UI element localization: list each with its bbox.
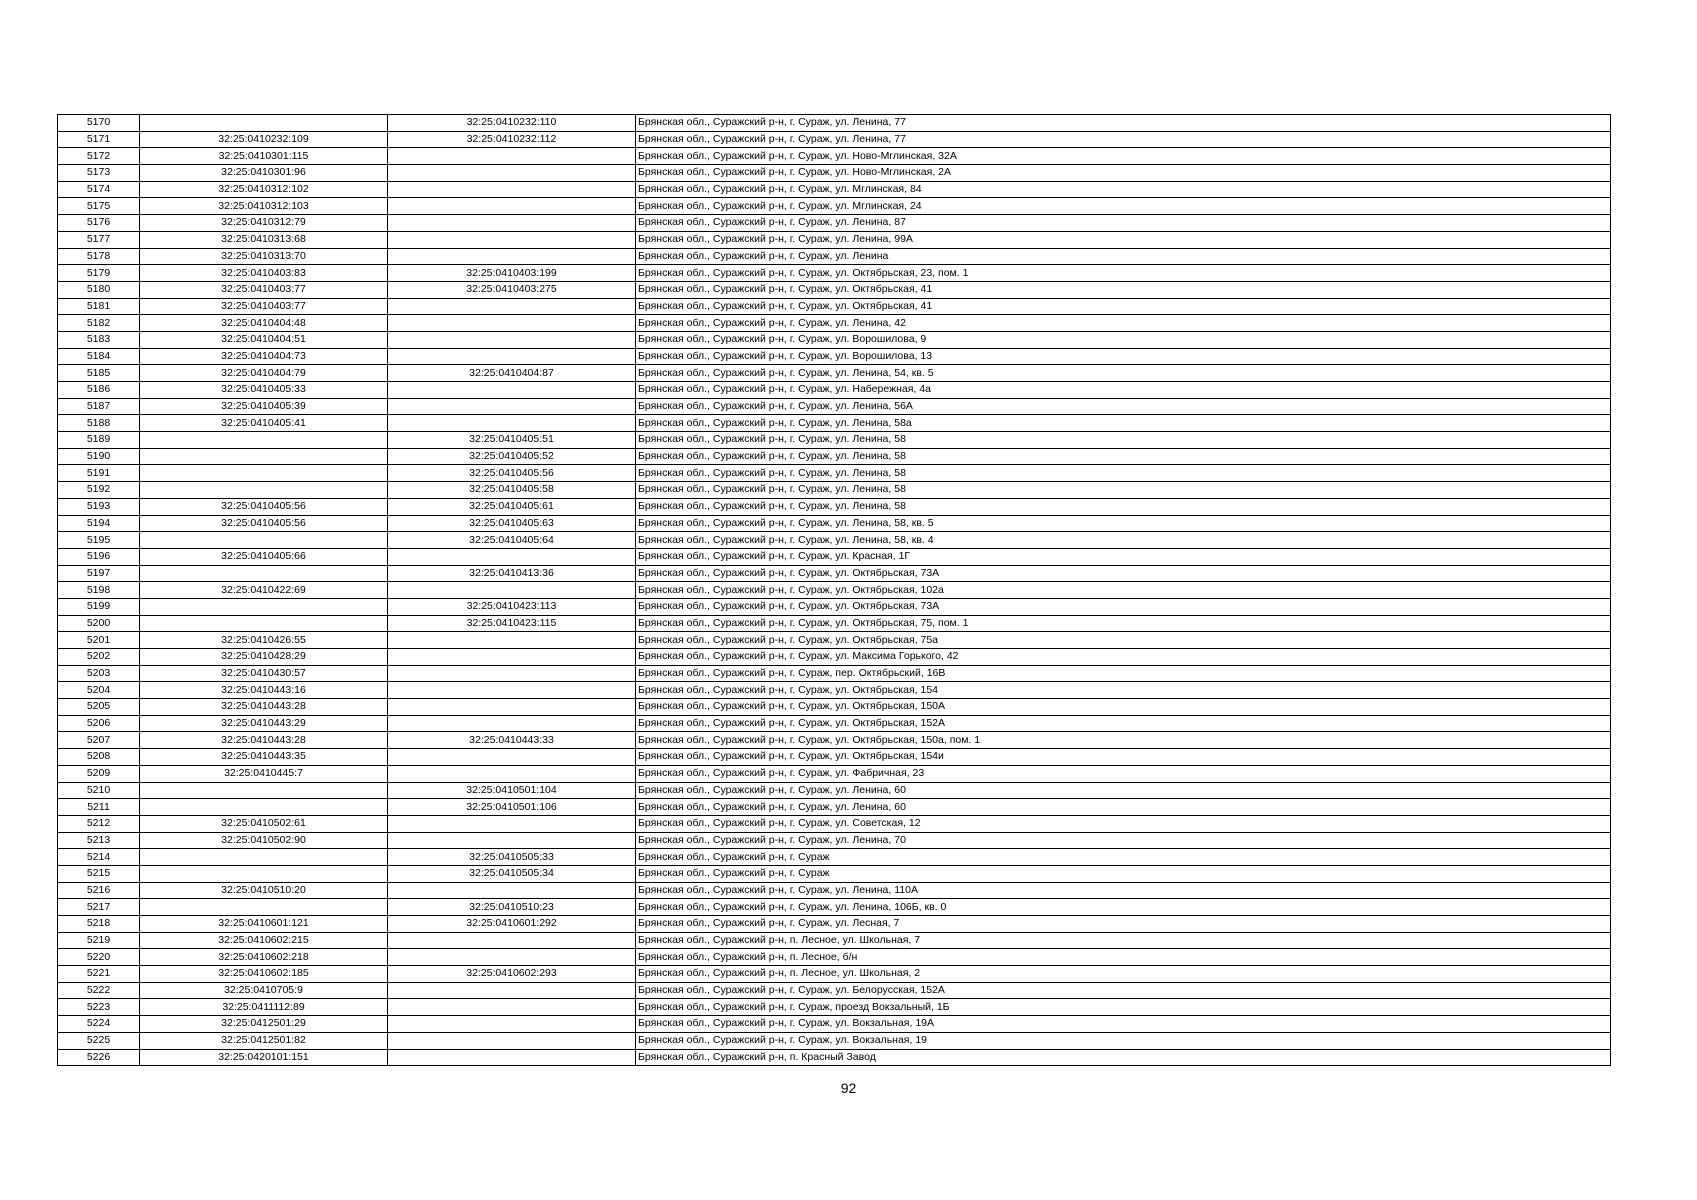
cadastral-number-cell	[140, 448, 388, 465]
row-number-cell: 5186	[58, 382, 140, 399]
related-cadastral-number-cell	[388, 231, 636, 248]
cadastral-number-cell	[140, 565, 388, 582]
cadastral-number-cell: 32:25:0410403:83	[140, 265, 388, 282]
row-number-cell: 5220	[58, 949, 140, 966]
address-cell: Брянская обл., Суражский р-н, г. Сураж, ул. Ленина, 58, кв. 5	[636, 515, 1611, 532]
row-number-cell: 5180	[58, 281, 140, 298]
table-row	[58, 749, 1611, 766]
related-cadastral-number-cell	[388, 181, 636, 198]
table-row	[58, 682, 1611, 699]
row-number-cell: 5184	[58, 348, 140, 365]
related-cadastral-number-cell	[388, 1032, 636, 1049]
row-number-cell: 5201	[58, 632, 140, 649]
row-number-cell: 5199	[58, 598, 140, 615]
cadastral-number-cell: 32:25:0410232:109	[140, 131, 388, 148]
cadastral-number-cell: 32:25:0410301:96	[140, 165, 388, 182]
row-number-cell: 5191	[58, 465, 140, 482]
cadastral-number-cell: 32:25:0410705:9	[140, 982, 388, 999]
cadastral-number-cell	[140, 865, 388, 882]
cadastral-number-cell	[140, 482, 388, 499]
row-number-cell: 5181	[58, 298, 140, 315]
related-cadastral-number-cell	[388, 715, 636, 732]
address-cell: Брянская обл., Суражский р-н, г. Сураж, ул. Ленина, 56А	[636, 398, 1611, 415]
related-cadastral-number-cell	[388, 832, 636, 849]
row-number-cell: 5173	[58, 165, 140, 182]
cadastral-number-cell: 32:25:0410405:56	[140, 498, 388, 515]
table-row	[58, 916, 1611, 933]
table-body	[58, 115, 1611, 1066]
row-number-cell: 5226	[58, 1049, 140, 1066]
address-cell: Брянская обл., Суражский р-н, г. Сураж, ул. Ново-Мглинская, 32А	[636, 148, 1611, 165]
row-number-cell: 5171	[58, 131, 140, 148]
cadastral-number-cell: 32:25:0410403:77	[140, 298, 388, 315]
cadastral-number-cell	[140, 899, 388, 916]
address-cell: Брянская обл., Суражский р-н, г. Сураж, ул. Максима Горького, 42	[636, 649, 1611, 666]
table-row	[58, 949, 1611, 966]
row-number-cell: 5216	[58, 882, 140, 899]
row-number-cell: 5222	[58, 982, 140, 999]
related-cadastral-number-cell	[388, 148, 636, 165]
address-cell: Брянская обл., Суражский р-н, г. Сураж, ул. Октябрьская, 150А	[636, 699, 1611, 716]
row-number-cell: 5182	[58, 315, 140, 332]
table-row	[58, 298, 1611, 315]
table-row	[58, 565, 1611, 582]
address-cell: Брянская обл., Суражский р-н, г. Сураж, ул. Вокзальная, 19	[636, 1032, 1611, 1049]
table-row	[58, 882, 1611, 899]
row-number-cell: 5215	[58, 865, 140, 882]
cadastral-number-cell: 32:25:0410313:68	[140, 231, 388, 248]
related-cadastral-number-cell	[388, 632, 636, 649]
row-number-cell: 5170	[58, 115, 140, 132]
table-row	[58, 1032, 1611, 1049]
row-number-cell: 5195	[58, 532, 140, 549]
row-number-cell: 5187	[58, 398, 140, 415]
table-row	[58, 632, 1611, 649]
row-number-cell: 5208	[58, 749, 140, 766]
related-cadastral-number-cell: 32:25:0410232:110	[388, 115, 636, 132]
table-row	[58, 865, 1611, 882]
row-number-cell: 5179	[58, 265, 140, 282]
data-table	[57, 114, 1611, 1066]
table-row	[58, 615, 1611, 632]
address-cell: Брянская обл., Суражский р-н, г. Сураж, ул. Набережная, 4а	[636, 382, 1611, 399]
row-number-cell: 5203	[58, 665, 140, 682]
row-number-cell: 5189	[58, 432, 140, 449]
address-cell: Брянская обл., Суражский р-н, г. Сураж, ул. Октябрьская, 75а	[636, 632, 1611, 649]
table-row	[58, 715, 1611, 732]
row-number-cell: 5188	[58, 415, 140, 432]
address-cell: Брянская обл., Суражский р-н, г. Сураж, ул. Мглинская, 84	[636, 181, 1611, 198]
page-number: 92	[840, 1080, 857, 1096]
cadastral-number-cell	[140, 849, 388, 866]
address-cell: Брянская обл., Суражский р-н, г. Сураж, ул. Октябрьская, 73А	[636, 565, 1611, 582]
related-cadastral-number-cell	[388, 331, 636, 348]
row-number-cell: 5177	[58, 231, 140, 248]
related-cadastral-number-cell: 32:25:0410405:61	[388, 498, 636, 515]
table-row	[58, 265, 1611, 282]
table-row	[58, 448, 1611, 465]
row-number-cell: 5200	[58, 615, 140, 632]
address-cell: Брянская обл., Суражский р-н, г. Сураж, ул. Октябрьская, 154	[636, 682, 1611, 699]
address-cell: Брянская обл., Суражский р-н, г. Сураж, ул. Ленина, 60	[636, 799, 1611, 816]
table-row	[58, 1016, 1611, 1033]
table-row	[58, 181, 1611, 198]
cadastral-number-cell: 32:25:0410443:28	[140, 699, 388, 716]
related-cadastral-number-cell: 32:25:0410510:23	[388, 899, 636, 916]
address-cell: Брянская обл., Суражский р-н, г. Сураж, ул. Ленина, 110А	[636, 882, 1611, 899]
table-row	[58, 598, 1611, 615]
related-cadastral-number-cell	[388, 298, 636, 315]
table-row	[58, 782, 1611, 799]
related-cadastral-number-cell: 32:25:0410423:115	[388, 615, 636, 632]
address-cell: Брянская обл., Суражский р-н, г. Сураж, ул. Ленина, 70	[636, 832, 1611, 849]
table-row	[58, 281, 1611, 298]
row-number-cell: 5211	[58, 799, 140, 816]
cadastral-number-cell: 32:25:0410404:79	[140, 365, 388, 382]
related-cadastral-number-cell	[388, 1049, 636, 1066]
related-cadastral-number-cell: 32:25:0410405:56	[388, 465, 636, 482]
row-number-cell: 5207	[58, 732, 140, 749]
related-cadastral-number-cell: 32:25:0410505:34	[388, 865, 636, 882]
row-number-cell: 5218	[58, 916, 140, 933]
related-cadastral-number-cell	[388, 749, 636, 766]
row-number-cell: 5176	[58, 215, 140, 232]
related-cadastral-number-cell	[388, 682, 636, 699]
cadastral-number-cell	[140, 115, 388, 132]
cadastral-number-cell: 32:25:0412501:82	[140, 1032, 388, 1049]
related-cadastral-number-cell	[388, 398, 636, 415]
address-cell: Брянская обл., Суражский р-н, п. Лесное, б/н	[636, 949, 1611, 966]
related-cadastral-number-cell	[388, 382, 636, 399]
row-number-cell: 5194	[58, 515, 140, 532]
table-row	[58, 498, 1611, 515]
related-cadastral-number-cell	[388, 882, 636, 899]
cadastral-number-cell: 32:25:0410443:29	[140, 715, 388, 732]
related-cadastral-number-cell	[388, 815, 636, 832]
address-cell: Брянская обл., Суражский р-н, г. Сураж, ул. Лесная, 7	[636, 916, 1611, 933]
cadastral-number-cell: 32:25:0410502:90	[140, 832, 388, 849]
table-row	[58, 415, 1611, 432]
cadastral-number-cell: 32:25:0410405:33	[140, 382, 388, 399]
related-cadastral-number-cell	[388, 1016, 636, 1033]
cadastral-number-cell: 32:25:0410601:121	[140, 916, 388, 933]
address-cell: Брянская обл., Суражский р-н, г. Сураж, ул. Ленина, 58	[636, 432, 1611, 449]
related-cadastral-number-cell	[388, 198, 636, 215]
cadastral-number-cell: 32:25:0410404:48	[140, 315, 388, 332]
address-cell: Брянская обл., Суражский р-н, г. Сураж	[636, 849, 1611, 866]
cadastral-number-cell: 32:25:0410405:66	[140, 548, 388, 565]
cadastral-number-cell	[140, 799, 388, 816]
address-cell: Брянская обл., Суражский р-н, г. Сураж, ул. Ленина, 77	[636, 115, 1611, 132]
table-row	[58, 398, 1611, 415]
related-cadastral-number-cell: 32:25:0410601:292	[388, 916, 636, 933]
related-cadastral-number-cell	[388, 165, 636, 182]
related-cadastral-number-cell: 32:25:0410405:51	[388, 432, 636, 449]
row-number-cell: 5205	[58, 699, 140, 716]
table-row	[58, 348, 1611, 365]
table-row	[58, 732, 1611, 749]
related-cadastral-number-cell	[388, 415, 636, 432]
table-row	[58, 899, 1611, 916]
cadastral-number-cell: 32:25:0410445:7	[140, 765, 388, 782]
related-cadastral-number-cell	[388, 999, 636, 1016]
cadastral-number-cell: 32:25:0410602:218	[140, 949, 388, 966]
address-cell: Брянская обл., Суражский р-н, г. Сураж, ул. Октябрьская, 75, пом. 1	[636, 615, 1611, 632]
table-row	[58, 699, 1611, 716]
row-number-cell: 5202	[58, 649, 140, 666]
address-cell: Брянская обл., Суражский р-н, г. Сураж, ул. Ленина, 54, кв. 5	[636, 365, 1611, 382]
cadastral-number-cell: 32:25:0411112:89	[140, 999, 388, 1016]
address-cell: Брянская обл., Суражский р-н, п. Красный Завод	[636, 1049, 1611, 1066]
address-cell: Брянская обл., Суражский р-н, г. Сураж, ул. Ленина, 87	[636, 215, 1611, 232]
cadastral-number-cell	[140, 465, 388, 482]
related-cadastral-number-cell: 32:25:0410413:36	[388, 565, 636, 582]
cadastral-number-cell: 32:25:0410312:102	[140, 181, 388, 198]
related-cadastral-number-cell	[388, 348, 636, 365]
table-row	[58, 482, 1611, 499]
address-cell: Брянская обл., Суражский р-н, г. Сураж, ул. Ленина, 58а	[636, 415, 1611, 432]
row-number-cell: 5212	[58, 815, 140, 832]
related-cadastral-number-cell	[388, 215, 636, 232]
address-cell: Брянская обл., Суражский р-н, г. Сураж, ул. Ленина, 99А	[636, 231, 1611, 248]
related-cadastral-number-cell	[388, 932, 636, 949]
row-number-cell: 5196	[58, 548, 140, 565]
related-cadastral-number-cell: 32:25:0410423:113	[388, 598, 636, 615]
related-cadastral-number-cell	[388, 699, 636, 716]
address-cell: Брянская обл., Суражский р-н, п. Лесное, ул. Школьная, 7	[636, 932, 1611, 949]
related-cadastral-number-cell: 32:25:0410405:52	[388, 448, 636, 465]
address-cell: Брянская обл., Суражский р-н, г. Сураж, ул. Октябрьская, 150а, пом. 1	[636, 732, 1611, 749]
address-cell: Брянская обл., Суражский р-н, г. Сураж, ул. Ворошилова, 13	[636, 348, 1611, 365]
address-cell: Брянская обл., Суражский р-н, г. Сураж	[636, 865, 1611, 882]
table-row	[58, 966, 1611, 983]
address-cell: Брянская обл., Суражский р-н, г. Сураж, ул. Ленина, 58	[636, 448, 1611, 465]
row-number-cell: 5209	[58, 765, 140, 782]
cadastral-number-cell: 32:25:0410313:70	[140, 248, 388, 265]
cadastral-number-cell: 32:25:0410403:77	[140, 281, 388, 298]
table-row	[58, 799, 1611, 816]
row-number-cell: 5190	[58, 448, 140, 465]
table-row	[58, 815, 1611, 832]
cadastral-number-cell	[140, 598, 388, 615]
row-number-cell: 5185	[58, 365, 140, 382]
row-number-cell: 5178	[58, 248, 140, 265]
table-row	[58, 515, 1611, 532]
cadastral-number-cell: 32:25:0410312:79	[140, 215, 388, 232]
related-cadastral-number-cell: 32:25:0410443:33	[388, 732, 636, 749]
address-cell: Брянская обл., Суражский р-н, г. Сураж, ул. Ленина, 58	[636, 498, 1611, 515]
address-cell: Брянская обл., Суражский р-н, г. Сураж, ул. Красная, 1Г	[636, 548, 1611, 565]
cadastral-number-cell: 32:25:0410602:215	[140, 932, 388, 949]
related-cadastral-number-cell: 32:25:0410501:104	[388, 782, 636, 799]
address-cell: Брянская обл., Суражский р-н, г. Сураж, ул. Октябрьская, 73А	[636, 598, 1611, 615]
row-number-cell: 5224	[58, 1016, 140, 1033]
address-cell: Брянская обл., Суражский р-н, г. Сураж, ул. Октябрьская, 41	[636, 298, 1611, 315]
row-number-cell: 5192	[58, 482, 140, 499]
address-cell: Брянская обл., Суражский р-н, г. Сураж, ул. Ново-Мглинская, 2А	[636, 165, 1611, 182]
address-cell: Брянская обл., Суражский р-н, г. Сураж, ул. Мглинская, 24	[636, 198, 1611, 215]
address-cell: Брянская обл., Суражский р-н, г. Сураж, ул. Октябрьская, 152А	[636, 715, 1611, 732]
row-number-cell: 5219	[58, 932, 140, 949]
row-number-cell: 5214	[58, 849, 140, 866]
related-cadastral-number-cell: 32:25:0410405:63	[388, 515, 636, 532]
row-number-cell: 5223	[58, 999, 140, 1016]
row-number-cell: 5197	[58, 565, 140, 582]
related-cadastral-number-cell: 32:25:0410505:33	[388, 849, 636, 866]
table-row	[58, 1049, 1611, 1066]
table-row	[58, 932, 1611, 949]
table-row	[58, 248, 1611, 265]
related-cadastral-number-cell	[388, 315, 636, 332]
cadastral-number-cell	[140, 615, 388, 632]
cadastral-number-cell: 32:25:0410405:39	[140, 398, 388, 415]
address-cell: Брянская обл., Суражский р-н, г. Сураж, ул. Ленина, 60	[636, 782, 1611, 799]
row-number-cell: 5213	[58, 832, 140, 849]
cadastral-number-cell: 32:25:0410443:16	[140, 682, 388, 699]
related-cadastral-number-cell	[388, 582, 636, 599]
address-cell: Брянская обл., Суражский р-н, г. Сураж, ул. Ленина, 106Б, кв. 0	[636, 899, 1611, 916]
cadastral-number-cell: 32:25:0410422:69	[140, 582, 388, 599]
related-cadastral-number-cell	[388, 248, 636, 265]
related-cadastral-number-cell: 32:25:0410403:275	[388, 281, 636, 298]
cadastral-number-cell: 32:25:0410443:35	[140, 749, 388, 766]
related-cadastral-number-cell: 32:25:0410403:199	[388, 265, 636, 282]
address-cell: Брянская обл., Суражский р-н, г. Сураж, ул. Ленина, 58, кв. 4	[636, 532, 1611, 549]
cadastral-number-cell: 32:25:0410404:73	[140, 348, 388, 365]
cadastral-number-cell: 32:25:0410430:57	[140, 665, 388, 682]
cadastral-number-cell: 32:25:0410405:41	[140, 415, 388, 432]
table-row	[58, 665, 1611, 682]
row-number-cell: 5225	[58, 1032, 140, 1049]
row-number-cell: 5183	[58, 331, 140, 348]
related-cadastral-number-cell	[388, 649, 636, 666]
address-cell: Брянская обл., Суражский р-н, г. Сураж, ул. Октябрьская, 23, пом. 1	[636, 265, 1611, 282]
table-row	[58, 999, 1611, 1016]
address-cell: Брянская обл., Суражский р-н, г. Сураж, ул. Ленина, 58	[636, 482, 1611, 499]
related-cadastral-number-cell	[388, 665, 636, 682]
row-number-cell: 5221	[58, 966, 140, 983]
cadastral-number-cell	[140, 432, 388, 449]
cadastral-number-cell	[140, 532, 388, 549]
address-cell: Брянская обл., Суражский р-н, г. Сураж, ул. Фабричная, 23	[636, 765, 1611, 782]
table-row	[58, 148, 1611, 165]
related-cadastral-number-cell: 32:25:0410602:293	[388, 966, 636, 983]
cadastral-number-cell: 32:25:0410405:56	[140, 515, 388, 532]
related-cadastral-number-cell	[388, 765, 636, 782]
table-row	[58, 832, 1611, 849]
cadastral-number-cell: 32:25:0410602:185	[140, 966, 388, 983]
cadastral-number-cell: 32:25:0410301:115	[140, 148, 388, 165]
row-number-cell: 5174	[58, 181, 140, 198]
table-row	[58, 765, 1611, 782]
address-cell: Брянская обл., Суражский р-н, г. Сураж, ул. Октябрьская, 41	[636, 281, 1611, 298]
table-row	[58, 548, 1611, 565]
address-cell: Брянская обл., Суражский р-н, г. Сураж, ул. Ленина, 77	[636, 131, 1611, 148]
cadastral-number-cell	[140, 782, 388, 799]
cadastral-number-cell: 32:25:0420101:151	[140, 1049, 388, 1066]
related-cadastral-number-cell: 32:25:0410404:87	[388, 365, 636, 382]
row-number-cell: 5198	[58, 582, 140, 599]
address-cell: Брянская обл., Суражский р-н, г. Сураж, пер. Октябрьский, 16В	[636, 665, 1611, 682]
address-cell: Брянская обл., Суражский р-н, г. Сураж, ул. Октябрьская, 154и	[636, 749, 1611, 766]
address-cell: Брянская обл., Суражский р-н, г. Сураж, ул. Ленина, 42	[636, 315, 1611, 332]
cadastral-number-cell: 32:25:0412501:29	[140, 1016, 388, 1033]
address-cell: Брянская обл., Суражский р-н, г. Сураж, ул. Вокзальная, 19А	[636, 1016, 1611, 1033]
related-cadastral-number-cell	[388, 949, 636, 966]
table-row	[58, 115, 1611, 132]
row-number-cell: 5210	[58, 782, 140, 799]
address-cell: Брянская обл., Суражский р-н, г. Сураж, ул. Советская, 12	[636, 815, 1611, 832]
related-cadastral-number-cell: 32:25:0410501:106	[388, 799, 636, 816]
table-row	[58, 231, 1611, 248]
table-row	[58, 198, 1611, 215]
address-cell: Брянская обл., Суражский р-н, г. Сураж, ул. Ленина, 58	[636, 465, 1611, 482]
cadastral-number-cell: 32:25:0410510:20	[140, 882, 388, 899]
table-row	[58, 331, 1611, 348]
address-cell: Брянская обл., Суражский р-н, г. Сураж, проезд Вокзальный, 1Б	[636, 999, 1611, 1016]
table-row	[58, 165, 1611, 182]
address-cell: Брянская обл., Суражский р-н, г. Сураж, ул. Ленина	[636, 248, 1611, 265]
address-cell: Брянская обл., Суражский р-н, г. Сураж, ул. Октябрьская, 102а	[636, 582, 1611, 599]
table-row	[58, 649, 1611, 666]
related-cadastral-number-cell: 32:25:0410405:64	[388, 532, 636, 549]
row-number-cell: 5217	[58, 899, 140, 916]
cadastral-number-cell: 32:25:0410502:61	[140, 815, 388, 832]
related-cadastral-number-cell	[388, 548, 636, 565]
cadastral-number-cell: 32:25:0410428:29	[140, 649, 388, 666]
row-number-cell: 5193	[58, 498, 140, 515]
related-cadastral-number-cell: 32:25:0410232:112	[388, 131, 636, 148]
address-cell: Брянская обл., Суражский р-н, г. Сураж, ул. Ворошилова, 9	[636, 331, 1611, 348]
row-number-cell: 5172	[58, 148, 140, 165]
cadastral-number-cell: 32:25:0410404:51	[140, 331, 388, 348]
row-number-cell: 5204	[58, 682, 140, 699]
table-row	[58, 582, 1611, 599]
address-cell: Брянская обл., Суражский р-н, г. Сураж, ул. Белорусская, 152А	[636, 982, 1611, 999]
cadastral-number-cell: 32:25:0410312:103	[140, 198, 388, 215]
table-row	[58, 432, 1611, 449]
table-row	[58, 365, 1611, 382]
table-row	[58, 215, 1611, 232]
row-number-cell: 5175	[58, 198, 140, 215]
row-number-cell: 5206	[58, 715, 140, 732]
related-cadastral-number-cell	[388, 982, 636, 999]
related-cadastral-number-cell: 32:25:0410405:58	[388, 482, 636, 499]
table-row	[58, 465, 1611, 482]
address-cell: Брянская обл., Суражский р-н, п. Лесное, ул. Школьная, 2	[636, 966, 1611, 983]
table-row	[58, 982, 1611, 999]
cadastral-number-cell: 32:25:0410443:28	[140, 732, 388, 749]
table-row	[58, 849, 1611, 866]
cadastral-number-cell: 32:25:0410426:55	[140, 632, 388, 649]
table-row	[58, 315, 1611, 332]
table-row	[58, 131, 1611, 148]
table-row	[58, 532, 1611, 549]
table-row	[58, 382, 1611, 399]
